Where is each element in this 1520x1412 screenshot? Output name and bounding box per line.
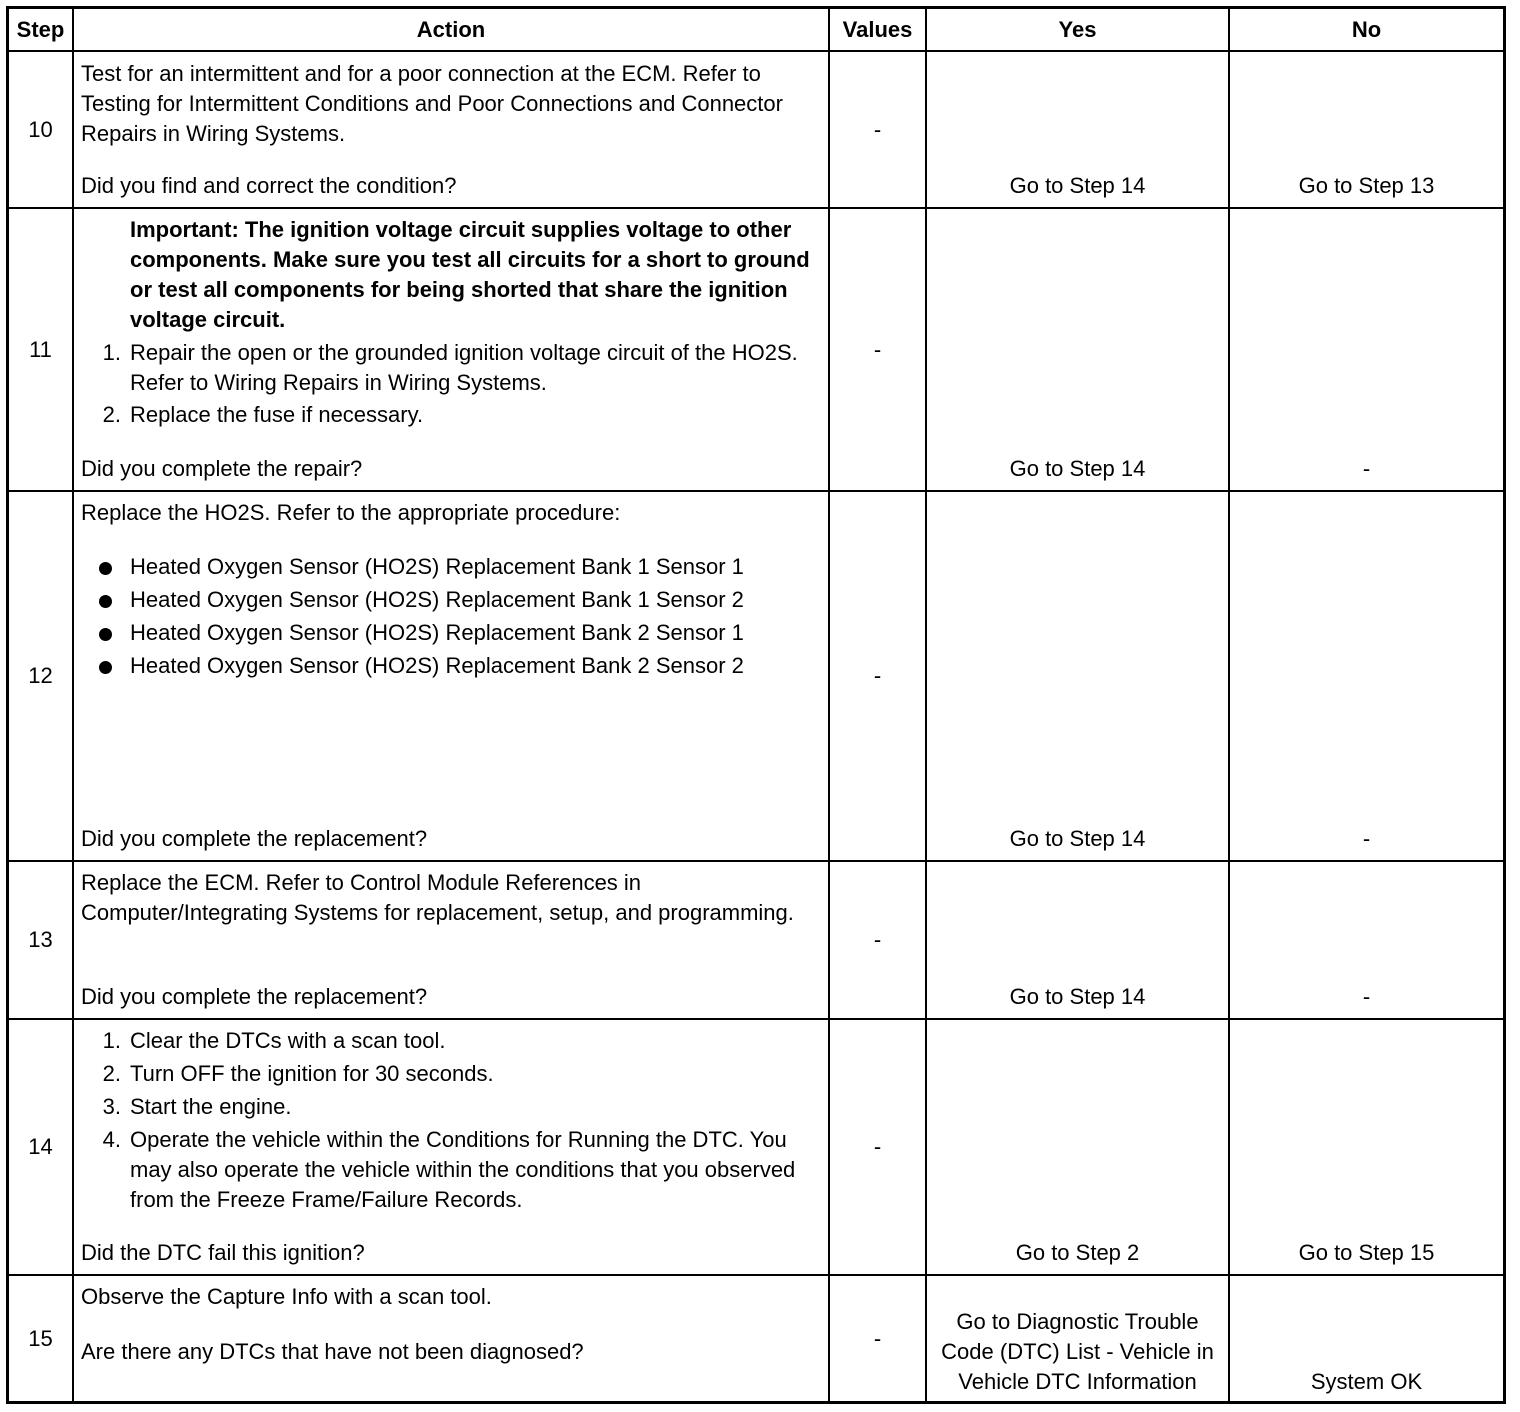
action-question: Did you complete the repair? bbox=[81, 456, 363, 481]
item-number: 2. bbox=[102, 402, 121, 427]
item-number: 2. bbox=[102, 1061, 121, 1086]
yes-cell: Go to Step 14 bbox=[927, 52, 1230, 207]
no-cell: - bbox=[1362, 984, 1371, 1009]
item-text: Heated Oxygen Sensor (HO2S) Replacement Bank 2 Sensor 2 bbox=[130, 653, 744, 678]
step-number: 10 bbox=[9, 52, 74, 207]
step-number: 13 bbox=[9, 862, 74, 1018]
no-cell: - bbox=[1362, 456, 1371, 481]
yes-cell: Go to Diagnostic Trouble Code (DTC) List - Vehicle in Vehicle DTC Information bbox=[927, 1276, 1230, 1401]
bullet-icon bbox=[99, 595, 112, 608]
item-text: Clear the DTCs with a scan tool. bbox=[130, 1028, 446, 1053]
list-item bbox=[81, 552, 820, 582]
no-cell: System OK bbox=[1310, 1369, 1423, 1394]
value-cell: - bbox=[830, 492, 927, 860]
bullet-icon bbox=[99, 661, 112, 674]
item-number: 1. bbox=[102, 340, 121, 365]
table-row bbox=[9, 492, 1503, 862]
header-step: Step bbox=[9, 9, 74, 50]
action-cell bbox=[74, 1276, 830, 1401]
value-cell: - bbox=[830, 1276, 927, 1401]
action-cell bbox=[74, 492, 830, 860]
list-item bbox=[81, 338, 820, 398]
important-note: Important: The ignition voltage circuit supplies voltage to other components. Make sure you test all circuits for a short to ground or test all components for being shorted that share the ignition voltage circuit. bbox=[130, 217, 810, 332]
item-number: 3. bbox=[102, 1094, 121, 1119]
step-number: 15 bbox=[9, 1276, 74, 1401]
item-text: Turn OFF the ignition for 30 seconds. bbox=[130, 1061, 494, 1086]
table-header-row bbox=[9, 9, 1503, 52]
action-cell bbox=[74, 52, 830, 207]
item-text: Heated Oxygen Sensor (HO2S) Replacement Bank 2 Sensor 1 bbox=[130, 620, 744, 645]
list-item bbox=[81, 1026, 820, 1056]
table-row bbox=[9, 862, 1503, 1020]
action-question: Did you find and correct the condition? bbox=[81, 173, 457, 198]
item-text: Heated Oxygen Sensor (HO2S) Replacement Bank 1 Sensor 2 bbox=[130, 587, 744, 612]
action-text: Test for an intermittent and for a poor connection at the ECM. Refer to Testing for Intermittent Conditions and Poor Connections and Connector Repairs in Wiring Systems. bbox=[81, 61, 783, 146]
step-number: 11 bbox=[9, 209, 74, 490]
no-cell: - bbox=[1362, 826, 1371, 851]
action-cell bbox=[74, 209, 830, 490]
item-number: 1. bbox=[102, 1028, 121, 1053]
action-cell bbox=[74, 862, 830, 1018]
item-number: 4. bbox=[102, 1127, 121, 1152]
list-item bbox=[81, 1125, 820, 1215]
list-item bbox=[81, 618, 820, 648]
action-cell bbox=[74, 1020, 830, 1274]
item-text: Repair the open or the grounded ignition voltage circuit of the HO2S. Refer to Wiring Repairs in Wiring Systems. bbox=[130, 340, 798, 395]
action-text: Replace the HO2S. Refer to the appropriate procedure: bbox=[81, 500, 621, 525]
yes-cell: Go to Step 14 bbox=[927, 862, 1230, 1018]
item-text: Start the engine. bbox=[130, 1094, 292, 1119]
item-text: Heated Oxygen Sensor (HO2S) Replacement Bank 1 Sensor 1 bbox=[130, 554, 744, 579]
step-number: 14 bbox=[9, 1020, 74, 1274]
no-cell: Go to Step 15 bbox=[1298, 1240, 1435, 1265]
action-text: Observe the Capture Info with a scan tool. bbox=[81, 1284, 492, 1309]
yes-cell: Go to Step 14 bbox=[927, 492, 1230, 860]
table-row bbox=[9, 209, 1503, 492]
value-cell: - bbox=[830, 862, 927, 1018]
table-row bbox=[9, 52, 1503, 209]
header-values: Values bbox=[830, 9, 927, 50]
step-number: 12 bbox=[9, 492, 74, 860]
list-item bbox=[81, 400, 820, 430]
yes-cell: Go to Step 2 bbox=[927, 1020, 1230, 1274]
list-item bbox=[81, 1092, 820, 1122]
action-question: Did you complete the replacement? bbox=[81, 984, 428, 1009]
value-cell: - bbox=[830, 1020, 927, 1274]
header-no: No bbox=[1351, 16, 1382, 42]
no-cell: Go to Step 13 bbox=[1298, 173, 1435, 198]
action-text: Replace the ECM. Refer to Control Module References in Computer/Integrating Systems for replacement, setup, and programming. bbox=[81, 870, 794, 925]
list-item bbox=[81, 651, 820, 681]
table-row bbox=[9, 1276, 1503, 1401]
bullet-icon bbox=[99, 628, 112, 641]
action-question: Did the DTC fail this ignition? bbox=[81, 1240, 365, 1265]
item-text: Operate the vehicle within the Conditions for Running the DTC. You may also operate the vehicle within the conditions that you observed from the Freeze Frame/Failure Records. bbox=[130, 1127, 796, 1212]
value-cell: - bbox=[830, 209, 927, 490]
diagnostic-table bbox=[6, 6, 1506, 1404]
header-action: Action bbox=[74, 9, 830, 50]
table-row bbox=[9, 1020, 1503, 1276]
list-item bbox=[81, 585, 820, 615]
list-item bbox=[81, 1059, 820, 1089]
value-cell: - bbox=[830, 52, 927, 207]
item-text: Replace the fuse if necessary. bbox=[130, 402, 424, 427]
bullet-icon bbox=[99, 562, 112, 575]
yes-cell: Go to Step 14 bbox=[927, 209, 1230, 490]
action-question: Are there any DTCs that have not been diagnosed? bbox=[81, 1339, 584, 1364]
action-question: Did you complete the replacement? bbox=[81, 826, 428, 851]
header-yes: Yes bbox=[927, 9, 1230, 50]
